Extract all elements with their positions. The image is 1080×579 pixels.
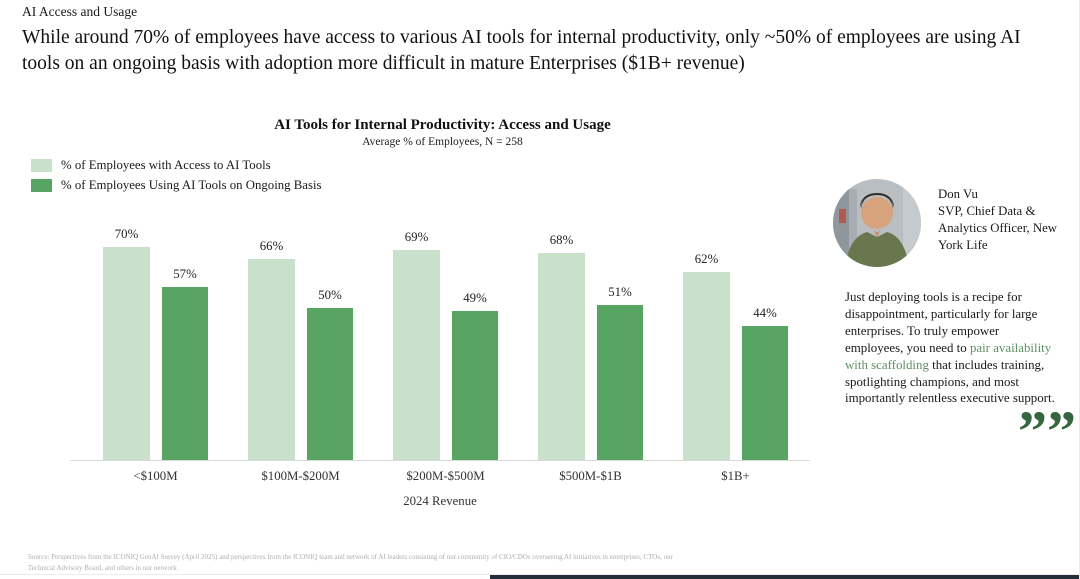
avatar-photo-illustration — [833, 179, 921, 267]
bar-value-label: 68% — [549, 233, 574, 247]
legend-label-usage: % of Employees Using AI Tools on Ongoing Basis — [61, 177, 322, 192]
access-bar — [538, 253, 585, 460]
usage-bar — [742, 326, 788, 460]
bar-value-label: 57% — [173, 267, 197, 281]
bar-group — [103, 227, 208, 483]
bar-group — [683, 252, 788, 483]
source-note: Source: Perspectives from the ICONIQ GenAI Survey (April 2025) and perspectives from the ICONIQ team and network of AI leaders consisting of our community of CIO/CDOs overseeing AI initiatives in enterprises, CTOs, our Technical Advisory Board, and others in our network — [28, 553, 673, 572]
legend-item-access — [31, 155, 322, 175]
quote-pre: Just deploying tools is a recipe for disappointment, particularly for large enterprises. To truly empower employees, you need to — [845, 290, 1038, 355]
legend-label-access: % of Employees with Access to AI Tools — [61, 157, 271, 172]
chart-subtitle: Average % of Employees, N = 258 — [362, 136, 523, 148]
chart-title: AI Tools for Internal Productivity: Access and Usage — [274, 117, 611, 133]
legend-swatch-access — [31, 159, 52, 172]
avatar — [833, 179, 921, 267]
legend-item-usage — [31, 175, 322, 195]
quote-text — [845, 289, 1060, 407]
bar-value-label: 66% — [259, 239, 284, 253]
legend-swatch-usage — [31, 179, 52, 192]
bar-group — [248, 239, 353, 483]
bar-value-label: 49% — [463, 291, 487, 305]
usage-bar — [162, 287, 208, 460]
category-label: $100M-$200M — [261, 469, 340, 483]
bar-group — [538, 233, 643, 483]
bar-value-label: 69% — [404, 230, 429, 244]
quote-post: that includes training, spotlighting champions, and most importantly relentless executive support. — [845, 357, 1055, 406]
person-info — [938, 186, 1068, 254]
usage-bar — [307, 308, 353, 460]
bar-value-label: 70% — [114, 227, 139, 241]
headline: While around 70% of employees have access to various AI tools for internal productivity, only ~50% of employees are using AI tools on an ongoing basis with adoption more difficult in mature Enterprises ($1B+ revenue) — [22, 27, 1021, 74]
section-kicker: AI Access and Usage — [22, 4, 138, 19]
bar-group — [393, 230, 498, 483]
bar-value-label: 50% — [318, 288, 342, 302]
bar-value-label: 44% — [753, 306, 777, 320]
chart-legend — [31, 155, 322, 195]
access-bar — [393, 250, 440, 460]
category-label: $200M-$500M — [406, 469, 485, 483]
category-label: <$100M — [133, 469, 178, 483]
quote-highlight: pair availability with scaffolding — [845, 340, 1052, 372]
bar-value-label: 51% — [608, 285, 632, 299]
access-bar — [248, 259, 295, 460]
access-bar — [683, 272, 730, 460]
plot-area — [70, 225, 810, 483]
x-axis-label: 2024 Revenue — [403, 494, 477, 508]
bar-value-label: 62% — [694, 252, 719, 266]
access-bar — [103, 247, 150, 460]
category-label: $500M-$1B — [559, 469, 622, 483]
person-title: SVP, Chief Data & Analytics Officer, New York Life — [938, 203, 1058, 252]
category-label: $1B+ — [721, 469, 750, 483]
bottom-dark-bar — [490, 575, 1079, 579]
usage-bar — [597, 305, 643, 460]
usage-bar — [452, 311, 498, 460]
closing-quote-icon: ”” — [1018, 399, 1076, 464]
person-name: Don Vu — [938, 187, 978, 201]
